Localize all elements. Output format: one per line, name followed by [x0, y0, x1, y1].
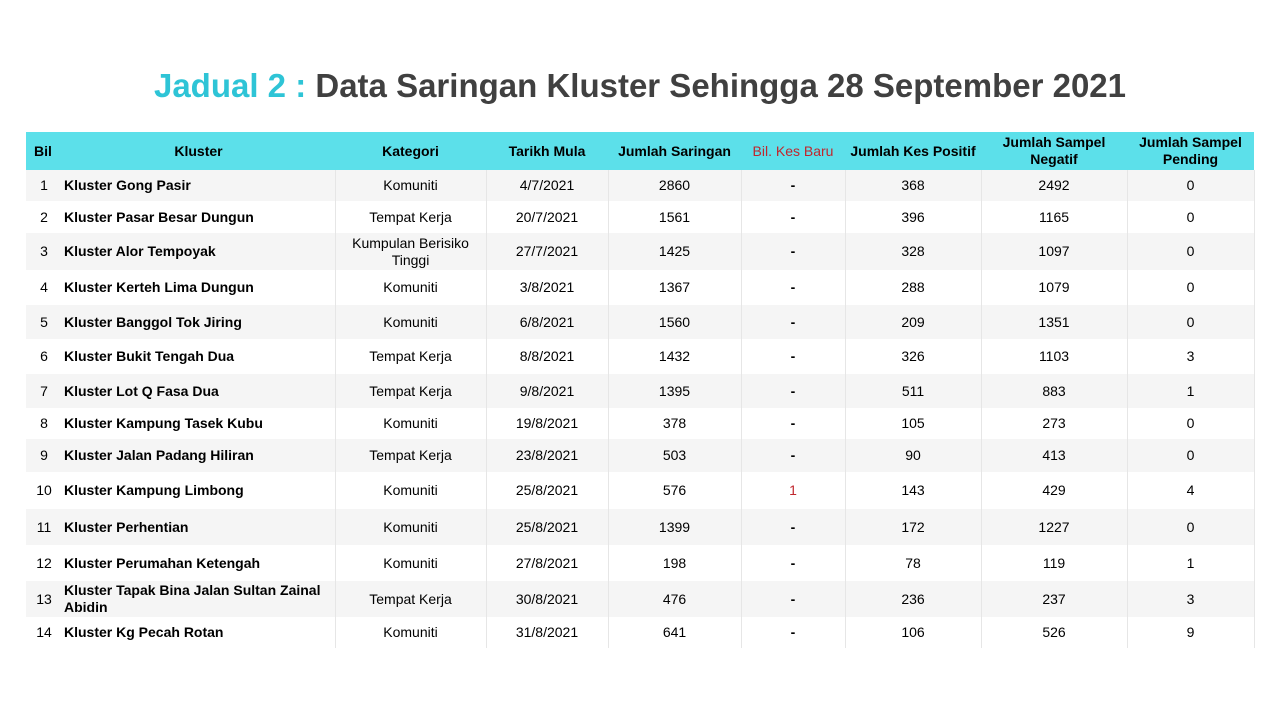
cell-bil — [26, 509, 62, 545]
cell-tarikh-mula: 31/8/2021 — [486, 617, 608, 648]
cell-jumlah-saringan: 1367 — [608, 270, 741, 305]
cell-bil-kes-baru: - — [741, 305, 845, 339]
cell-jumlah-sampel-negatif: 1103 — [981, 339, 1127, 374]
cell-jumlah-saringan: 1561 — [608, 201, 741, 233]
table-row — [26, 509, 1254, 545]
cell-kluster: Kluster Alor Tempoyak — [62, 233, 335, 270]
cell-bil — [26, 201, 62, 233]
cell-jumlah-kes-positif: 328 — [845, 233, 981, 270]
cell-kategori: Komuniti — [335, 270, 486, 305]
table-row — [26, 408, 1254, 439]
cell-bil — [26, 270, 62, 305]
cell-jumlah-sampel-pending: 0 — [1127, 408, 1254, 439]
table-row — [26, 472, 1254, 509]
header-jumlah-saringan: Jumlah Saringan — [608, 132, 741, 170]
row-number: 12 — [36, 554, 52, 571]
row-number: 6 — [40, 348, 48, 364]
title-main: Data Saringan Kluster Sehingga 28 September 2021 — [315, 67, 1127, 104]
cell-bil — [26, 408, 62, 439]
cell-tarikh-mula: 23/8/2021 — [486, 439, 608, 472]
cell-kategori: Tempat Kerja — [335, 201, 486, 233]
cell-jumlah-saringan: 1432 — [608, 339, 741, 374]
header-bil: Bil — [26, 132, 62, 170]
cell-bil — [26, 545, 62, 581]
cell-kluster: Kluster Gong Pasir — [62, 170, 335, 201]
cell-jumlah-saringan: 378 — [608, 408, 741, 439]
cell-jumlah-saringan: 2860 — [608, 170, 741, 201]
row-number: 10 — [36, 482, 52, 498]
cell-bil — [26, 374, 62, 408]
cell-tarikh-mula: 19/8/2021 — [486, 408, 608, 439]
table-row — [26, 305, 1254, 339]
row-number: 3 — [40, 243, 48, 259]
cell-bil-kes-baru: - — [741, 201, 845, 233]
cell-jumlah-sampel-pending: 0 — [1127, 439, 1254, 472]
row-number: 7 — [40, 382, 48, 399]
cell-bil — [26, 439, 62, 472]
cell-jumlah-sampel-negatif: 526 — [981, 617, 1127, 648]
cell-kluster: Kluster Perhentian — [62, 509, 335, 545]
cell-bil — [26, 472, 62, 509]
cell-jumlah-sampel-pending: 0 — [1127, 305, 1254, 339]
cell-jumlah-kes-positif: 105 — [845, 408, 981, 439]
cell-tarikh-mula: 27/7/2021 — [486, 233, 608, 270]
cell-bil — [26, 339, 62, 374]
cell-jumlah-kes-positif: 209 — [845, 305, 981, 339]
cell-tarikh-mula: 9/8/2021 — [486, 374, 608, 408]
title-prefix: Jadual 2 : — [153, 67, 307, 104]
page-title — [0, 66, 1280, 106]
header-jumlah-kes-positif: Jumlah Kes Positif — [845, 132, 981, 170]
cell-jumlah-sampel-negatif: 119 — [981, 545, 1127, 581]
cell-bil-kes-baru: - — [741, 170, 845, 201]
cell-jumlah-sampel-pending: 3 — [1127, 581, 1254, 617]
cell-jumlah-sampel-negatif: 429 — [981, 472, 1127, 509]
cell-tarikh-mula: 25/8/2021 — [486, 509, 608, 545]
table-row — [26, 270, 1254, 305]
table-row — [26, 201, 1254, 233]
cell-kluster: Kluster Bukit Tengah Dua — [62, 339, 335, 374]
cell-tarikh-mula: 20/7/2021 — [486, 201, 608, 233]
cell-tarikh-mula: 3/8/2021 — [486, 270, 608, 305]
cell-jumlah-saringan: 503 — [608, 439, 741, 472]
cell-jumlah-saringan: 576 — [608, 472, 741, 509]
row-number: 14 — [36, 624, 52, 640]
cell-jumlah-kes-positif: 511 — [845, 374, 981, 408]
cell-kategori: Kumpulan Berisiko Tinggi — [335, 233, 486, 270]
cell-kategori: Komuniti — [335, 170, 486, 201]
cell-bil-kes-baru: - — [741, 408, 845, 439]
row-number: 11 — [36, 518, 52, 535]
cell-jumlah-kes-positif: 368 — [845, 170, 981, 201]
table-row — [26, 170, 1254, 201]
cell-bil-kes-baru: - — [741, 374, 845, 408]
cell-jumlah-sampel-pending: 0 — [1127, 201, 1254, 233]
cell-jumlah-kes-positif: 236 — [845, 581, 981, 617]
cell-bil — [26, 305, 62, 339]
cell-tarikh-mula: 6/8/2021 — [486, 305, 608, 339]
cell-kategori: Tempat Kerja — [335, 374, 486, 408]
cell-jumlah-saringan: 476 — [608, 581, 741, 617]
row-number: 1 — [40, 177, 48, 193]
table-row — [26, 374, 1254, 408]
cell-kluster: Kluster Perumahan Ketengah — [62, 545, 335, 581]
row-number: 5 — [40, 313, 48, 330]
cell-jumlah-sampel-pending: 0 — [1127, 233, 1254, 270]
header-kluster: Kluster — [62, 132, 335, 170]
cell-bil-kes-baru: - — [741, 270, 845, 305]
cell-bil-kes-baru: 1 — [741, 472, 845, 509]
cell-jumlah-saringan: 1395 — [608, 374, 741, 408]
cell-jumlah-sampel-negatif: 1165 — [981, 201, 1127, 233]
cell-jumlah-sampel-pending: 1 — [1127, 545, 1254, 581]
cell-jumlah-sampel-negatif: 413 — [981, 439, 1127, 472]
cell-jumlah-kes-positif: 143 — [845, 472, 981, 509]
cell-kluster: Kluster Tapak Bina Jalan Sultan Zainal Abidin — [62, 581, 335, 617]
cell-kluster: Kluster Kg Pecah Rotan — [62, 617, 335, 648]
row-number: 8 — [40, 415, 48, 431]
cell-kluster: Kluster Banggol Tok Jiring — [62, 305, 335, 339]
cell-bil-kes-baru: - — [741, 545, 845, 581]
cell-bil-kes-baru: - — [741, 439, 845, 472]
table-row — [26, 581, 1254, 617]
cell-bil-kes-baru: - — [741, 617, 845, 648]
cell-jumlah-sampel-pending: 9 — [1127, 617, 1254, 648]
cell-jumlah-sampel-negatif: 1351 — [981, 305, 1127, 339]
cell-jumlah-sampel-pending: 3 — [1127, 339, 1254, 374]
header-bil-kes-baru: Bil. Kes Baru — [741, 132, 845, 170]
header-jumlah-sampel-pending: Jumlah Sampel Pending — [1127, 132, 1254, 170]
cell-jumlah-kes-positif: 288 — [845, 270, 981, 305]
cell-jumlah-kes-positif: 106 — [845, 617, 981, 648]
cell-bil — [26, 581, 62, 617]
cell-bil — [26, 617, 62, 648]
cell-jumlah-sampel-negatif: 237 — [981, 581, 1127, 617]
cell-jumlah-sampel-negatif: 1097 — [981, 233, 1127, 270]
cell-kategori: Tempat Kerja — [335, 439, 486, 472]
cell-jumlah-sampel-negatif: 1227 — [981, 509, 1127, 545]
table-row — [26, 439, 1254, 472]
cell-kategori: Komuniti — [335, 617, 486, 648]
cell-kategori: Komuniti — [335, 509, 486, 545]
cell-bil-kes-baru: - — [741, 233, 845, 270]
cell-bil-kes-baru: - — [741, 509, 845, 545]
cell-kategori: Komuniti — [335, 408, 486, 439]
cell-jumlah-saringan: 1560 — [608, 305, 741, 339]
cell-kluster: Kluster Jalan Padang Hiliran — [62, 439, 335, 472]
cell-tarikh-mula: 30/8/2021 — [486, 581, 608, 617]
cell-bil — [26, 170, 62, 201]
cell-kluster: Kluster Kerteh Lima Dungun — [62, 270, 335, 305]
table-row — [26, 617, 1254, 648]
cell-kluster: Kluster Kampung Limbong — [62, 472, 335, 509]
cell-tarikh-mula: 27/8/2021 — [486, 545, 608, 581]
cell-jumlah-kes-positif: 396 — [845, 201, 981, 233]
cell-jumlah-kes-positif: 326 — [845, 339, 981, 374]
cell-bil-kes-baru: - — [741, 581, 845, 617]
row-number: 2 — [40, 208, 48, 225]
cell-kategori: Tempat Kerja — [335, 581, 486, 617]
cell-jumlah-sampel-negatif: 883 — [981, 374, 1127, 408]
cell-jumlah-kes-positif: 90 — [845, 439, 981, 472]
cell-jumlah-sampel-negatif: 273 — [981, 408, 1127, 439]
header-tarikh-mula: Tarikh Mula — [486, 132, 608, 170]
cell-jumlah-saringan: 1425 — [608, 233, 741, 270]
table-row — [26, 233, 1254, 270]
cell-bil-kes-baru: - — [741, 339, 845, 374]
cell-kategori: Komuniti — [335, 472, 486, 509]
cell-kategori: Komuniti — [335, 545, 486, 581]
cell-jumlah-sampel-negatif: 1079 — [981, 270, 1127, 305]
cell-jumlah-saringan: 641 — [608, 617, 741, 648]
cell-kategori: Tempat Kerja — [335, 339, 486, 374]
cell-jumlah-sampel-pending: 4 — [1127, 472, 1254, 509]
cell-kategori: Komuniti — [335, 305, 486, 339]
cell-jumlah-saringan: 1399 — [608, 509, 741, 545]
cell-tarikh-mula: 25/8/2021 — [486, 472, 608, 509]
cell-tarikh-mula: 4/7/2021 — [486, 170, 608, 201]
cell-jumlah-sampel-pending: 0 — [1127, 270, 1254, 305]
cell-kluster: Kluster Pasar Besar Dungun — [62, 201, 335, 233]
row-number: 9 — [40, 447, 48, 463]
cell-kluster: Kluster Kampung Tasek Kubu — [62, 408, 335, 439]
cell-jumlah-sampel-pending: 0 — [1127, 170, 1254, 201]
table-body — [26, 170, 1254, 648]
cell-jumlah-sampel-pending: 1 — [1127, 374, 1254, 408]
row-number: 13 — [36, 590, 52, 607]
table-row — [26, 545, 1254, 581]
cell-tarikh-mula: 8/8/2021 — [486, 339, 608, 374]
cell-jumlah-kes-positif: 78 — [845, 545, 981, 581]
cell-kluster: Kluster Lot Q Fasa Dua — [62, 374, 335, 408]
cell-jumlah-sampel-pending: 0 — [1127, 509, 1254, 545]
cell-bil — [26, 233, 62, 270]
cluster-data-table — [26, 132, 1255, 648]
header-jumlah-sampel-negatif: Jumlah Sampel Negatif — [981, 132, 1127, 170]
table-row — [26, 339, 1254, 374]
cell-jumlah-saringan: 198 — [608, 545, 741, 581]
cell-jumlah-sampel-negatif: 2492 — [981, 170, 1127, 201]
table-header-row — [26, 132, 1254, 170]
cell-jumlah-kes-positif: 172 — [845, 509, 981, 545]
row-number: 4 — [40, 279, 48, 295]
header-kategori: Kategori — [335, 132, 486, 170]
